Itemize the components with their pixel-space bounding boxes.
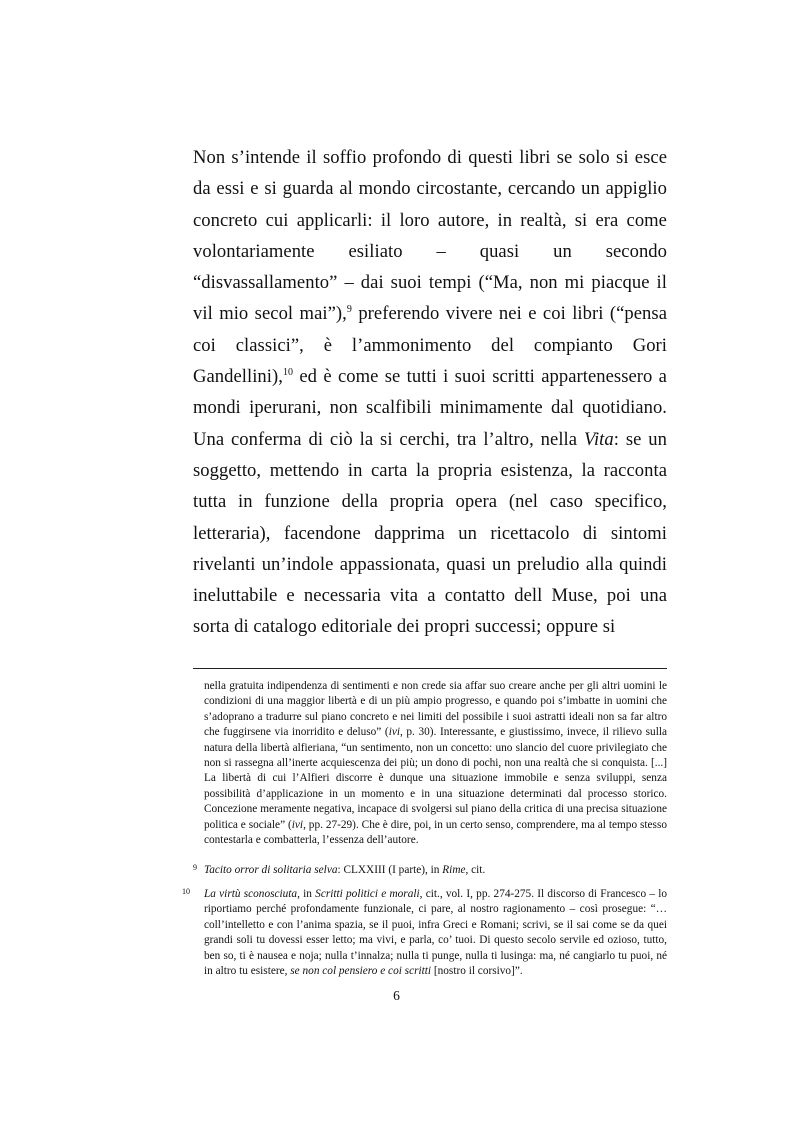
main-text-part-3: ed è come se tutti i suoi scritti appartenessero a mondi iperurani, non scalfibili minimamente dal quotidiano. Una conferma di ciò la si cerchi, tra l’altro, nella	[193, 366, 667, 450]
main-text-part-2: preferendo vivere nei e coi libri (“pensa coi classici”, è l’ammonimento del compianto Gori Gandellini),	[193, 303, 667, 388]
footnote-ref-10[interactable]: 10	[282, 367, 294, 379]
footnote-10-text-end: [nostro il corsivo]”.	[431, 965, 523, 978]
footnote-ref-9[interactable]: 9	[346, 304, 352, 316]
footnote-10	[182, 887, 667, 979]
footnote-separator	[193, 668, 667, 669]
footnote-9-source: Rime	[442, 864, 466, 876]
footnote-9-title: Tacito orror di solitaria selva	[204, 864, 338, 876]
footnote-9-text: : CLXXIII (I parte), in	[337, 864, 443, 876]
main-paragraph	[193, 142, 667, 643]
footnote-10-emphasis: se non col pensiero e coi scritti	[290, 965, 432, 978]
footnote-cont-ivi-2: ivi	[291, 818, 304, 831]
main-text-part-4: : se un soggetto, mettendo in carta la propria esistenza, la racconta tutta in funzione della propria opera (nel caso specifico, letteraria), facendone dapprima un ricettacolo di sintomi rivelanti un’indole appassionata, quasi un preludio alla quindi ineluttabile e necessaria vita a contatto dell Muse, poi una sorta di catalogo editoriale dei propri successi; oppure si	[193, 428, 667, 638]
footnote-10-text-2: , cit., vol. I, pp. 274-275. Il discorso di Francesco – lo riportiamo perché profondamente funzionale, ci pare, al nostro ragionamento – così prosegue: “…coll’intelletto e con l’anima spazia, se il puoi, infra Greci e Romani; scrivi, se il sai come se da quei grandi soli tu dovessi esser letto; ma vivi, e parla, co’ tuoi. Di questo secolo servile ed ozioso, tutto, ben so, ti è nausea e noja; nulla t’innalza; nulla ti punge, nulla ti lusinga: ma, né cangiarlo tu puoi, né in altro tu esistere,	[204, 888, 667, 978]
footnote-cont-ivi-1: ivi	[388, 726, 400, 739]
footnote-9: 9 Tacito orror di solitaria selva: CLXXIII (I parte), in Rime, cit.	[193, 863, 486, 876]
footnote-10-title: La virtù sconosciuta	[204, 888, 298, 900]
footnote-cont-part-a: nella gratuita indipendenza di sentimenti e non crede sia affar suo creare anche per gli altri uomini le condizioni di una maggior libertà e di un più ampio progresso, e quando poi s’imbatte in uomini che s’adoprano a tradurre sul piano concreto e nei limiti del possibile i suoi astratti ideali non sa far altro che fuggirsene via inorridito e deluso” (	[204, 680, 667, 739]
page-number: 6	[393, 988, 400, 1003]
main-text-vita-title: Vita	[583, 428, 614, 450]
footnote-9-text-end: , cit.	[465, 864, 486, 876]
footnote-cont-part-c: , pp. 27-29). Che è dire, poi, in un certo senso, comprendere, ma al tempo stesso contestarla e combatterla, l’essenza dell’autore.	[204, 818, 667, 847]
footnote-cont-part-b: , p. 30). Interessante, e giustissimo, invece, il rilievo sulla natura della libertà alfieriana, “un sentimento, non un concetto: uno slancio del cuore privilegiato che non si rassegna all’inerte acquiescenza dei più; un dono di pochi, non una realtà che si conquista. [...] La libertà di cui l’Alfieri discorre è dunque una situazione immobile e senza sviluppi, senza possibilità d’applicazione in un momento e in una situazione determinati dal processo storico. Concezione meramente negativa, incapace di svolgersi sul piano della critica di una precisa situazione politica e sociale” (	[204, 726, 668, 831]
main-text-part-1: Non s’intende il soffio profondo di questi libri se solo si esce da essi e si guarda al mondo circostante, cercando un appiglio concreto cui applicarli: il loro autore, in realtà, si era come volontariamente esiliato – quasi un secondo “disvassallamento” – dai suoi tempi (“Ma, non mi piacque il vil mio secol mai”),	[193, 147, 667, 325]
footnote-10-source: Scritti politici e morali	[315, 888, 420, 900]
footnote-continuation	[204, 679, 667, 848]
footnote-10-wrap: 10 La virtù sconosciuta, in Scritti politici e morali, cit., vol. I, pp. 274-275. Il discorso di Francesco – lo riportiamo perché profondamente funzionale, ci pare, al nostro ragionamento – così prosegue: “…coll’intelletto e con l’anima spazia, se il puoi, infra Greci e Romani; scrivi, se il sai come se da quei grandi soli tu dovessi esser letto; ma vivi, e parla, co’ tuoi. Di questo secolo servile ed ozioso, tutto, ben so, ti è nausea e noja; nulla t’innalza; nulla ti punge, nulla ti lusinga: ma, né cangiarlo tu puoi, né in altro tu esistere, se non col pensiero e coi scritti [nostro il corsivo]”.	[182, 887, 667, 978]
footnote-10-text: , in	[297, 888, 316, 900]
